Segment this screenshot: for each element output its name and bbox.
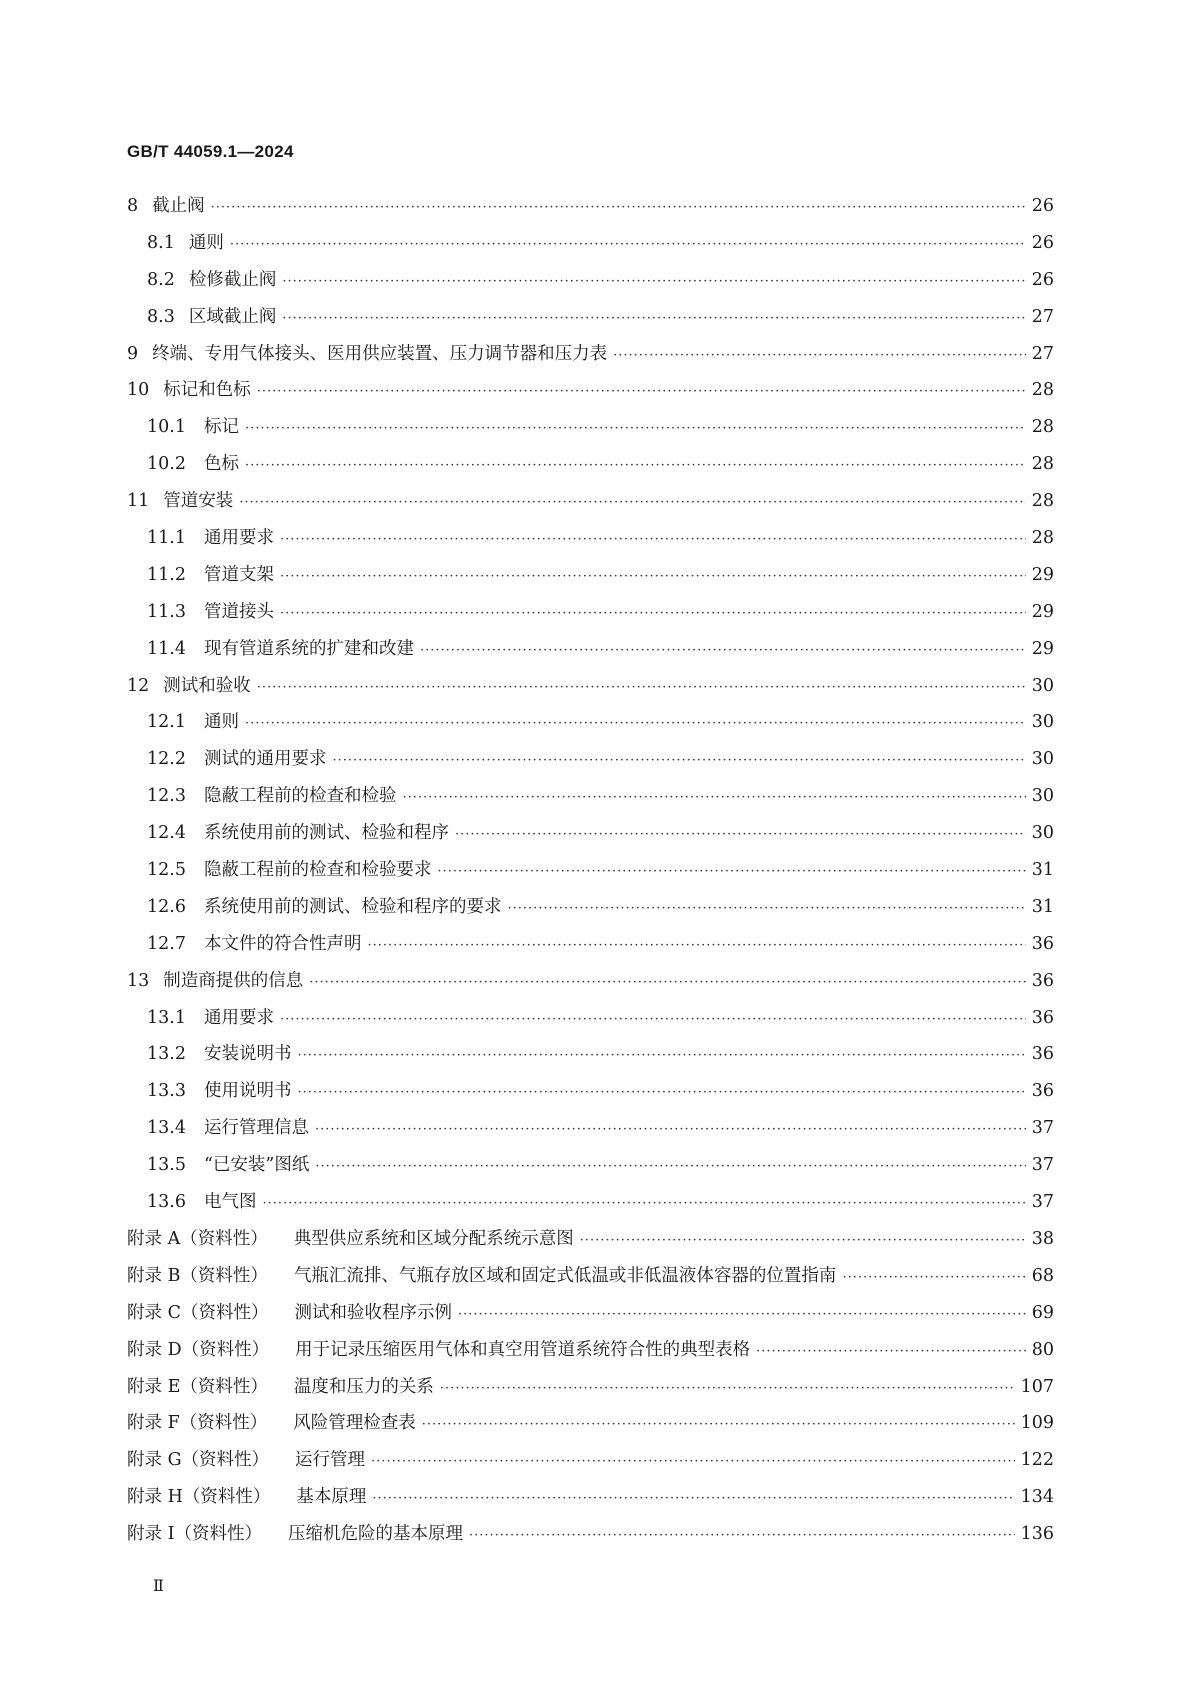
toc-entry[interactable] xyxy=(127,1040,1054,1077)
toc-leader-dots xyxy=(211,200,1026,215)
toc-leader-dots xyxy=(280,532,1026,547)
toc-entry[interactable] xyxy=(127,672,1054,709)
toc-entry-title: 管道接头 xyxy=(203,601,274,622)
toc-appendix-entry[interactable] xyxy=(127,1483,1054,1520)
toc-leader-dots xyxy=(469,1528,1015,1543)
toc-entry-title: 系统使用前的测试、检验和程序的要求 xyxy=(203,896,502,917)
toc-leader-dots xyxy=(297,1085,1025,1100)
toc-leader-dots xyxy=(756,1344,1026,1359)
toc-entry-page: 26 xyxy=(1031,196,1054,216)
toc-entry-number: 11.3 xyxy=(147,601,186,622)
toc-entry-page: 28 xyxy=(1031,491,1054,512)
toc-entry-page: 29 xyxy=(1031,638,1054,659)
toc-entry-title: 通则 xyxy=(188,232,224,253)
toc-leader-dots xyxy=(262,1196,1025,1211)
toc-entry-page: 122 xyxy=(1020,1450,1054,1471)
toc-entry[interactable] xyxy=(127,893,1054,930)
toc-entry-page: 36 xyxy=(1031,1044,1054,1065)
toc-leader-dots xyxy=(309,975,1025,990)
toc-entry-number: 12.2 xyxy=(147,749,186,770)
toc-entry-page: 37 xyxy=(1031,1118,1054,1139)
toc-entry-page: 30 xyxy=(1031,675,1054,696)
toc-entry-page: 27 xyxy=(1031,343,1054,364)
toc-entry[interactable] xyxy=(127,967,1054,1004)
toc-entry-number: 12 xyxy=(127,675,150,696)
toc-entry-title: 系统使用前的测试、检验和程序 xyxy=(203,823,449,844)
toc-entry[interactable] xyxy=(127,745,1054,782)
toc-entry-number: 附录 A（资料性） xyxy=(127,1228,268,1249)
toc-entry-page: 29 xyxy=(1031,564,1054,585)
toc-entry-page: 28 xyxy=(1031,417,1054,438)
toc-entry-page: 36 xyxy=(1031,933,1054,954)
toc-entry-title: 电气图 xyxy=(203,1192,257,1213)
toc-entry[interactable] xyxy=(127,524,1054,561)
toc-leader-dots xyxy=(245,458,1026,473)
toc-entry-title: 温度和压力的关系 xyxy=(293,1376,434,1397)
toc-leader-dots xyxy=(257,680,1026,695)
toc-entry-number: 13.2 xyxy=(147,1044,186,1065)
toc-entry-page: 134 xyxy=(1020,1487,1054,1508)
toc-entry-title: 使用说明书 xyxy=(203,1081,292,1102)
toc-entry[interactable] xyxy=(127,303,1054,340)
toc-leader-dots xyxy=(367,938,1025,953)
toc-entry-number: 附录 E（资料性） xyxy=(127,1376,268,1397)
toc-entry-number: 13.1 xyxy=(147,1007,186,1028)
toc-leader-dots xyxy=(372,1491,1014,1506)
toc-leader-dots xyxy=(371,1454,1015,1469)
toc-leader-dots xyxy=(230,237,1026,252)
toc-entry-page: 37 xyxy=(1031,1155,1054,1176)
toc-entry-page: 107 xyxy=(1020,1376,1054,1397)
toc-leader-dots xyxy=(420,643,1026,658)
toc-entry-number: 8.2 xyxy=(147,269,175,290)
toc-entry-number: 12.5 xyxy=(147,860,186,881)
toc-entry-title: 本文件的符合性声明 xyxy=(203,933,362,954)
toc-entry[interactable] xyxy=(127,598,1054,635)
toc-entry-number: 12.7 xyxy=(147,933,186,954)
toc-leader-dots xyxy=(239,495,1025,510)
toc-leader-dots xyxy=(297,1048,1025,1063)
toc-entry-number: 附录 F（资料性） xyxy=(127,1413,268,1434)
toc-appendix-entry[interactable] xyxy=(127,1262,1054,1299)
toc-entry-title: 风险管理检查表 xyxy=(293,1413,416,1434)
toc-entry-number: 12.6 xyxy=(147,896,186,917)
toc-entry-number: 13.6 xyxy=(147,1192,186,1213)
toc-entry-number: 11.2 xyxy=(147,564,186,585)
toc-entry-page: 26 xyxy=(1031,232,1054,253)
toc-leader-dots xyxy=(280,1012,1026,1027)
toc-entry-title: 气瓶汇流排、气瓶存放区域和固定式低温或非低温液体容器的位置指南 xyxy=(293,1265,837,1286)
toc-leader-dots xyxy=(422,1417,1015,1432)
toc-entry[interactable] xyxy=(127,376,1054,413)
toc-entry-number: 8 xyxy=(127,196,139,216)
toc-leader-dots xyxy=(437,864,1025,879)
toc-entry-title: 压缩机危险的基本原理 xyxy=(287,1524,463,1545)
toc-entry-number: 附录 B（资料性） xyxy=(127,1265,268,1286)
toc-entry-page: 69 xyxy=(1031,1302,1054,1323)
toc-leader-dots xyxy=(315,1159,1025,1174)
toc-entry-number: 13.3 xyxy=(147,1081,186,1102)
toc-entry-title: 色标 xyxy=(203,454,239,475)
toc-entry-number: 13.5 xyxy=(147,1155,186,1176)
table-of-contents xyxy=(127,192,1054,1557)
toc-entry-page: 109 xyxy=(1020,1413,1054,1434)
toc-entry-number: 8.1 xyxy=(147,232,175,253)
toc-entry-title: 管道支架 xyxy=(203,564,274,585)
toc-entry[interactable] xyxy=(127,1077,1054,1114)
toc-entry-number: 附录 I（资料性） xyxy=(127,1524,262,1545)
toc-entry-number: 10.2 xyxy=(147,454,186,475)
toc-entry-number: 12.1 xyxy=(147,712,186,733)
toc-entry-page: 28 xyxy=(1031,454,1054,475)
toc-entry-number: 8.3 xyxy=(147,306,175,327)
toc-entry-page: 31 xyxy=(1031,896,1054,917)
toc-entry-page: 36 xyxy=(1031,970,1054,991)
toc-appendix-entry[interactable] xyxy=(127,1225,1054,1262)
toc-entry-title: 基本原理 xyxy=(296,1487,367,1508)
toc-entry[interactable] xyxy=(127,450,1054,487)
toc-entry[interactable] xyxy=(127,266,1054,303)
toc-appendix-entry[interactable] xyxy=(127,1409,1054,1446)
toc-entry-title: 用于记录压缩医用气体和真空用管道系统符合性的典型表格 xyxy=(295,1339,751,1360)
toc-entry-page: 68 xyxy=(1031,1265,1054,1286)
toc-entry-page: 36 xyxy=(1031,1007,1054,1028)
toc-entry-number: 附录 D（资料性） xyxy=(127,1339,270,1360)
toc-leader-dots xyxy=(257,384,1026,399)
toc-entry-title: 现有管道系统的扩建和改建 xyxy=(203,638,414,659)
toc-entry-title: “已安装”图纸 xyxy=(203,1155,310,1176)
toc-entry-number: 11 xyxy=(127,491,150,512)
toc-leader-dots xyxy=(280,606,1026,621)
toc-entry-page: 31 xyxy=(1031,860,1054,881)
toc-appendix-entry[interactable] xyxy=(127,1336,1054,1373)
toc-entry-title: 通用要求 xyxy=(203,1007,274,1028)
toc-appendix-entry[interactable] xyxy=(127,1299,1054,1336)
toc-entry[interactable] xyxy=(127,1151,1054,1188)
toc-entry-page: 37 xyxy=(1031,1192,1054,1213)
toc-entry-title: 通用要求 xyxy=(203,528,274,549)
toc-entry-title: 管道安装 xyxy=(163,491,234,512)
toc-entry[interactable] xyxy=(127,782,1054,819)
toc-appendix-entry[interactable] xyxy=(127,1373,1054,1410)
toc-entry-title: 区域截止阀 xyxy=(188,306,277,327)
toc-entry-page: 136 xyxy=(1020,1524,1054,1545)
toc-entry-title: 通则 xyxy=(203,712,239,733)
toc-leader-dots xyxy=(455,827,1026,842)
toc-entry-title: 制造商提供的信息 xyxy=(163,970,304,991)
toc-entry-number: 13.4 xyxy=(147,1118,186,1139)
toc-entry-title: 隐蔽工程前的检查和检验要求 xyxy=(203,860,432,881)
toc-entry-page: 36 xyxy=(1031,1081,1054,1102)
toc-entry-title: 测试和验收程序示例 xyxy=(294,1302,452,1323)
toc-entry[interactable] xyxy=(127,1114,1054,1151)
toc-entry-number: 12.4 xyxy=(147,823,186,844)
toc-leader-dots xyxy=(440,1381,1015,1396)
toc-entry-number: 附录 C（资料性） xyxy=(127,1302,269,1323)
toc-leader-dots xyxy=(282,311,1025,326)
toc-entry[interactable] xyxy=(127,229,1054,266)
toc-entry[interactable] xyxy=(127,487,1054,524)
toc-leader-dots xyxy=(282,274,1025,289)
toc-entry[interactable] xyxy=(127,413,1054,450)
toc-entry-title: 标记 xyxy=(203,417,239,438)
toc-entry[interactable] xyxy=(127,819,1054,856)
toc-entry-page: 30 xyxy=(1031,823,1054,844)
toc-entry[interactable] xyxy=(127,930,1054,967)
toc-leader-dots xyxy=(507,901,1025,916)
toc-leader-dots xyxy=(245,421,1026,436)
toc-entry-number: 11.1 xyxy=(147,528,186,549)
toc-entry-page: 30 xyxy=(1031,786,1054,807)
standard-code-header: GB/T 44059.1—2024 xyxy=(127,142,294,161)
toc-entry[interactable] xyxy=(127,856,1054,893)
toc-entry-number: 10.1 xyxy=(147,417,186,438)
toc-entry-title: 安装说明书 xyxy=(203,1044,292,1065)
toc-leader-dots xyxy=(842,1270,1025,1285)
toc-leader-dots xyxy=(245,716,1026,731)
toc-entry[interactable] xyxy=(127,1004,1054,1041)
toc-entry-page: 38 xyxy=(1031,1228,1054,1249)
toc-entry-page: 29 xyxy=(1031,601,1054,622)
toc-entry-title: 隐蔽工程前的检查和检验 xyxy=(203,786,397,807)
toc-entry[interactable] xyxy=(127,708,1054,745)
toc-entry-title: 测试的通用要求 xyxy=(203,749,327,770)
toc-leader-dots xyxy=(580,1233,1026,1248)
toc-entry-number: 10 xyxy=(127,380,150,401)
toc-entry-title: 终端、专用气体接头、医用供应装置、压力调节器和压力表 xyxy=(152,343,608,364)
toc-entry-title: 标记和色标 xyxy=(163,380,251,401)
toc-entry-title: 典型供应系统和区域分配系统示意图 xyxy=(293,1228,574,1249)
toc-entry-number: 9 xyxy=(127,343,139,364)
toc-entry-number: 附录 G（资料性） xyxy=(127,1450,270,1471)
toc-entry-title: 运行管理信息 xyxy=(203,1118,309,1139)
toc-leader-dots xyxy=(613,348,1026,363)
toc-entry[interactable] xyxy=(127,1188,1054,1225)
toc-entry[interactable] xyxy=(127,340,1054,377)
toc-entry-number: 11.4 xyxy=(147,638,186,659)
toc-entry-page: 28 xyxy=(1031,528,1054,549)
toc-leader-dots xyxy=(402,790,1025,805)
toc-leader-dots xyxy=(280,569,1026,584)
toc-entry-page: 26 xyxy=(1031,269,1054,290)
toc-entry-title: 运行管理 xyxy=(295,1450,366,1471)
toc-entry[interactable] xyxy=(127,561,1054,598)
toc-entry-page: 30 xyxy=(1031,749,1054,770)
toc-entry-page: 30 xyxy=(1031,712,1054,733)
toc-entry-title: 检修截止阀 xyxy=(188,269,277,290)
toc-entry-page: 27 xyxy=(1031,306,1054,327)
toc-entry-page: 28 xyxy=(1031,380,1054,401)
toc-appendix-entry[interactable] xyxy=(127,1446,1054,1483)
toc-entry-number: 13 xyxy=(127,970,150,991)
toc-leader-dots xyxy=(458,1307,1026,1322)
page-number: Ⅱ xyxy=(153,1576,164,1595)
toc-entry-page: 80 xyxy=(1031,1339,1054,1360)
toc-entry-title: 截止阀 xyxy=(152,196,205,216)
toc-entry-title: 测试和验收 xyxy=(163,675,251,696)
toc-entry[interactable] xyxy=(127,192,1054,229)
toc-entry-number: 12.3 xyxy=(147,786,186,807)
toc-leader-dots xyxy=(332,753,1025,768)
toc-entry-number: 附录 H（资料性） xyxy=(127,1487,271,1508)
toc-entry[interactable] xyxy=(127,635,1054,672)
toc-appendix-entry[interactable] xyxy=(127,1520,1054,1557)
toc-leader-dots xyxy=(315,1122,1026,1137)
